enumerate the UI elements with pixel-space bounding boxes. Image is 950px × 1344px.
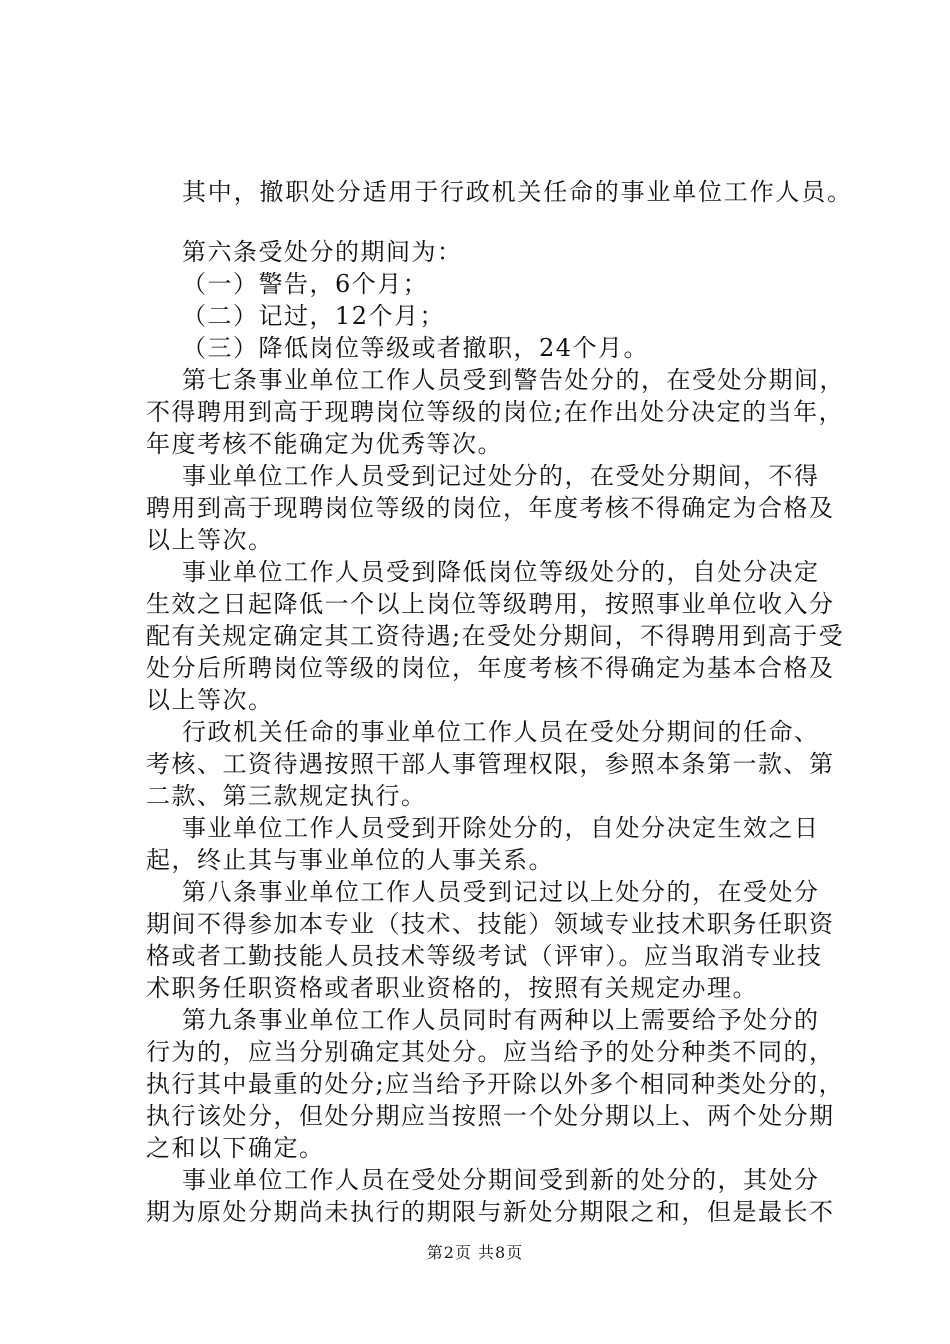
body-line: 生效之日起降低一个以上岗位等级聘用，按照事业单位收入分	[146, 590, 835, 618]
page-number: 第2页 共8页	[426, 1243, 524, 1262]
body-line: 事业单位工作人员受到记过处分的，在受处分期间，不得	[182, 462, 820, 490]
body-line: 第六条受处分的期间为：	[182, 238, 463, 266]
body-line: 年度考核不能确定为优秀等次。	[146, 430, 503, 458]
body-line: 事业单位工作人员在受处分期间受到新的处分的，其处分	[182, 1166, 820, 1194]
body-line: 配有关规定确定其工资待遇;在受处分期间，不得聘用到高于受	[146, 622, 845, 650]
body-line: 第八条事业单位工作人员受到记过以上处分的，在受处分	[182, 878, 820, 906]
body-line: 以上等次。	[146, 686, 274, 714]
body-line: 期间不得参加本专业（技术、技能）领域专业技术职务任职资	[146, 910, 835, 938]
body-line: （三）降低岗位等级或者撤职，24个月。	[182, 334, 650, 362]
intro-line: 其中，撤职处分适用于行政机关任命的事业单位工作人员。	[182, 178, 853, 206]
body-line: 二款、第三款规定执行。	[146, 782, 427, 810]
body-line: 事业单位工作人员受到开除处分的，自处分决定生效之日	[182, 814, 820, 842]
body-line: 聘用到高于现聘岗位等级的岗位，年度考核不得确定为合格及	[146, 494, 835, 522]
body-line: 期为原处分期尚未执行的期限与新处分期限之和，但是最长不	[146, 1198, 835, 1226]
body-line: 术职务任职资格或者职业资格的，按照有关规定办理。	[146, 974, 758, 1002]
body-line: 第九条事业单位工作人员同时有两种以上需要给予处分的	[182, 1006, 820, 1034]
page-footer	[0, 1240, 950, 1263]
body-line: （一）警告，6个月；	[182, 270, 429, 298]
body-line: 行为的，应当分别确定其处分。应当给予的处分种类不同的，	[146, 1038, 835, 1066]
body-line: 之和以下确定。	[146, 1134, 325, 1162]
body-line: 事业单位工作人员受到降低岗位等级处分的，自处分决定	[182, 558, 820, 586]
body-line: 执行该处分，但处分期应当按照一个处分期以上、两个处分期	[146, 1102, 835, 1130]
body-line: （二）记过，12个月；	[182, 302, 446, 330]
body-line: 执行其中最重的处分;应当给予开除以外多个相同种类处分的，	[146, 1070, 845, 1098]
body-line: 行政机关任命的事业单位工作人员在受处分期间的任命、	[182, 718, 820, 746]
body-line: 格或者工勤技能人员技术等级考试（评审）。应当取消专业技	[146, 942, 823, 970]
body-line: 第七条事业单位工作人员受到警告处分的，在受处分期间，	[182, 366, 845, 394]
intro-paragraph	[146, 176, 853, 208]
body-line: 以上等次。	[146, 526, 274, 554]
body-line: 处分后所聘岗位等级的岗位，年度考核不得确定为基本合格及	[146, 654, 835, 682]
document-body	[146, 236, 845, 1228]
body-line: 起，终止其与事业单位的人事关系。	[146, 846, 554, 874]
body-line: 不得聘用到高于现聘岗位等级的岗位;在作出处分决定的当年，	[146, 398, 845, 426]
body-line: 考核、工资待遇按照干部人事管理权限，参照本条第一款、第	[146, 750, 835, 778]
